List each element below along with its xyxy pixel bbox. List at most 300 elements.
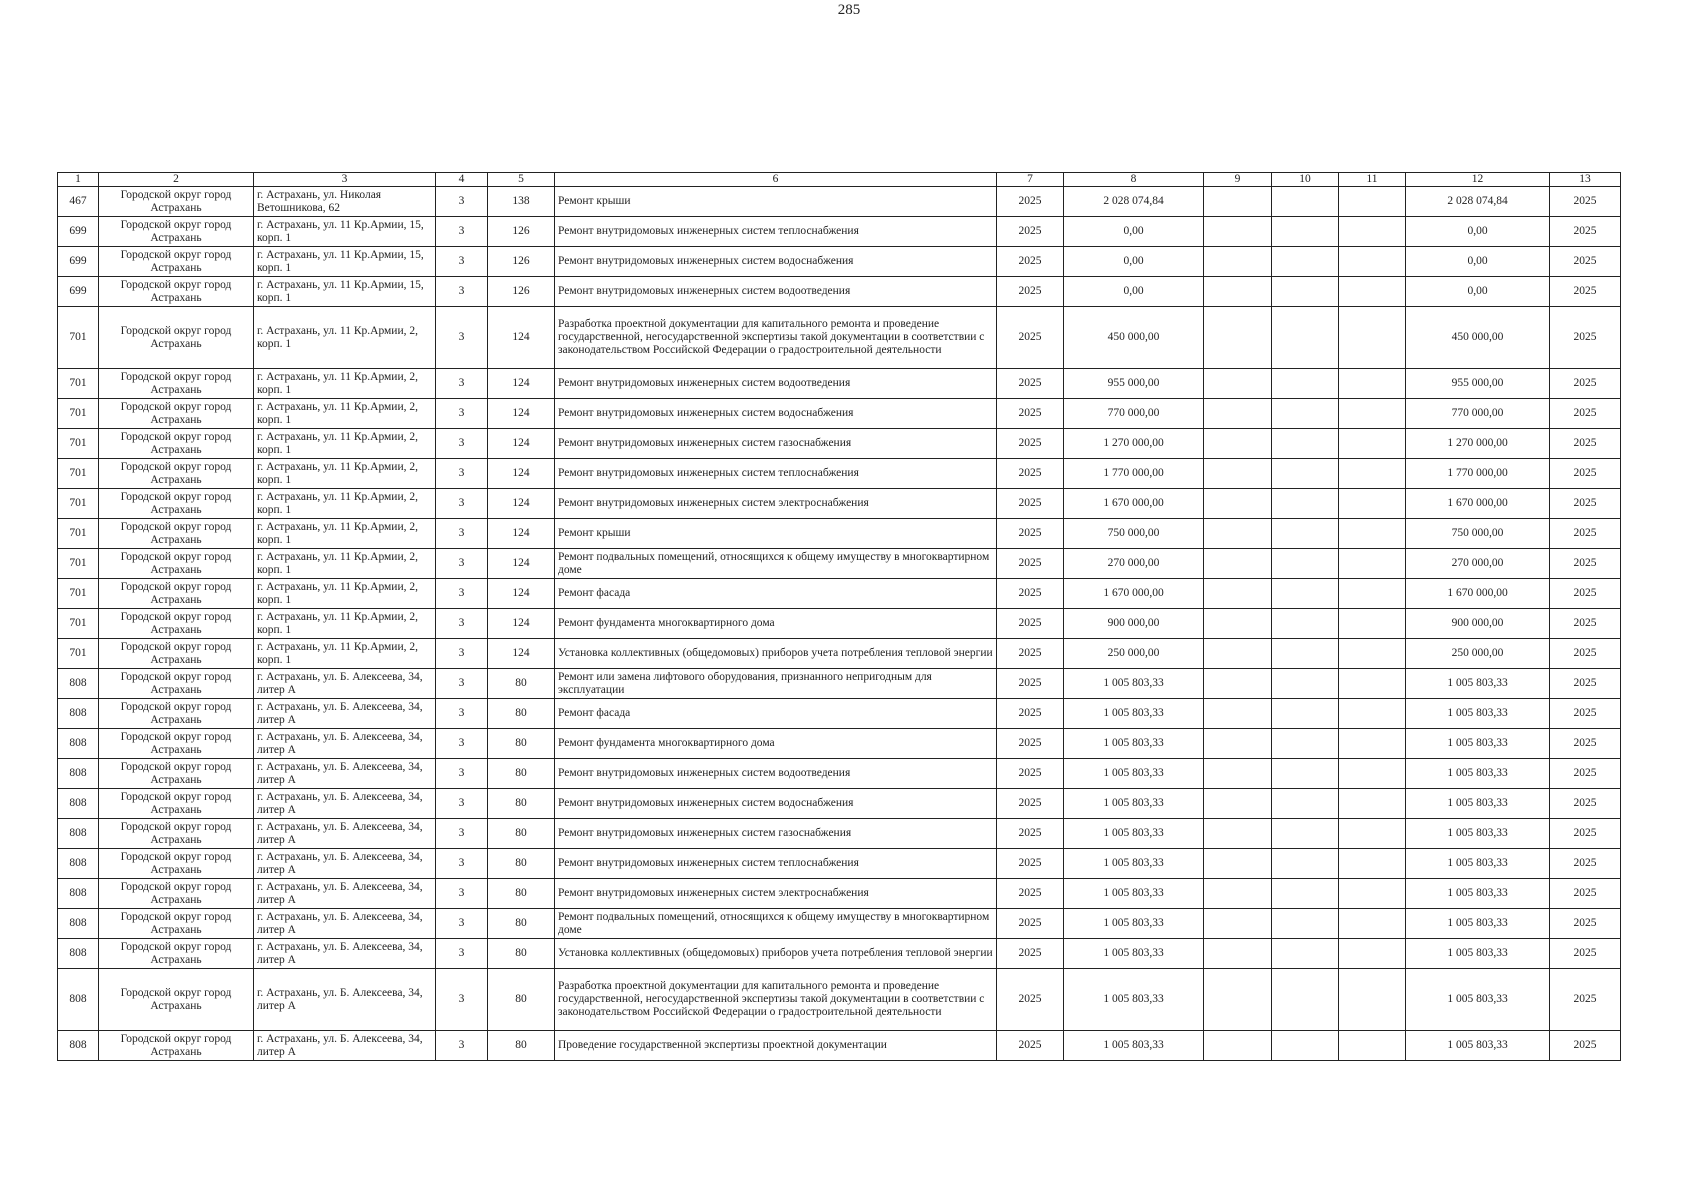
column-11-cell: [1339, 879, 1406, 909]
total-cost-cell: 250 000,00: [1406, 639, 1550, 669]
completion-year-cell: 2025: [1550, 669, 1621, 699]
table-row: [58, 489, 1621, 519]
column-9-cell: [1204, 879, 1272, 909]
work-type-cell: Ремонт крыши: [555, 187, 997, 217]
column-11-cell: [1339, 639, 1406, 669]
category-cell: 3: [436, 909, 488, 939]
column-11-cell: [1339, 849, 1406, 879]
municipality-cell: Городской округ город Астрахань: [99, 969, 254, 1031]
column-10-cell: [1272, 969, 1339, 1031]
year-cell: 2025: [997, 729, 1064, 759]
index-cell: 124: [488, 459, 555, 489]
column-9-cell: [1204, 669, 1272, 699]
total-cost-cell: 1 005 803,33: [1406, 1031, 1550, 1061]
municipality-cell: Городской округ город Астрахань: [99, 519, 254, 549]
table-row: [58, 609, 1621, 639]
cost-cell: 900 000,00: [1064, 609, 1204, 639]
column-9-cell: [1204, 549, 1272, 579]
address-cell: г. Астрахань, ул. Б. Алексеева, 34, литер А: [254, 939, 436, 969]
table-row: [58, 759, 1621, 789]
year-cell: 2025: [997, 639, 1064, 669]
column-11-cell: [1339, 1031, 1406, 1061]
column-11-cell: [1339, 819, 1406, 849]
total-cost-cell: 1 005 803,33: [1406, 759, 1550, 789]
completion-year-cell: 2025: [1550, 909, 1621, 939]
category-cell: 3: [436, 519, 488, 549]
index-cell: 126: [488, 247, 555, 277]
index-cell: 124: [488, 399, 555, 429]
column-10-cell: [1272, 909, 1339, 939]
table-row: [58, 549, 1621, 579]
row-number-cell: 701: [58, 489, 99, 519]
table-row: [58, 307, 1621, 369]
work-type-cell: Ремонт внутридомовых инженерных систем водоснабжения: [555, 399, 997, 429]
work-type-cell: Ремонт внутридомовых инженерных систем теплоснабжения: [555, 849, 997, 879]
cost-cell: 0,00: [1064, 277, 1204, 307]
column-10-cell: [1272, 217, 1339, 247]
column-10-cell: [1272, 1031, 1339, 1061]
column-10-cell: [1272, 369, 1339, 399]
municipality-cell: Городской округ город Астрахань: [99, 1031, 254, 1061]
column-9-cell: [1204, 759, 1272, 789]
row-number-cell: 808: [58, 969, 99, 1031]
column-10-cell: [1272, 639, 1339, 669]
year-cell: 2025: [997, 1031, 1064, 1061]
work-type-cell: Ремонт фасада: [555, 699, 997, 729]
category-cell: 3: [436, 819, 488, 849]
category-cell: 3: [436, 939, 488, 969]
completion-year-cell: 2025: [1550, 217, 1621, 247]
work-type-cell: Ремонт подвальных помещений, относящихся к общему имуществу в многоквартирном доме: [555, 909, 997, 939]
address-cell: г. Астрахань, ул. 11 Кр.Армии, 2, корп. 1: [254, 399, 436, 429]
column-10-cell: [1272, 579, 1339, 609]
column-9-cell: [1204, 429, 1272, 459]
total-cost-cell: 900 000,00: [1406, 609, 1550, 639]
municipality-cell: Городской округ город Астрахань: [99, 307, 254, 369]
column-9-cell: [1204, 187, 1272, 217]
address-cell: г. Астрахань, ул. 11 Кр.Армии, 15, корп. 1: [254, 217, 436, 247]
year-cell: 2025: [997, 609, 1064, 639]
row-number-cell: 701: [58, 307, 99, 369]
column-9-cell: [1204, 729, 1272, 759]
table-row: [58, 879, 1621, 909]
column-11-cell: [1339, 969, 1406, 1031]
column-10-cell: [1272, 399, 1339, 429]
column-11-cell: [1339, 489, 1406, 519]
work-type-cell: Ремонт внутридомовых инженерных систем теплоснабжения: [555, 459, 997, 489]
municipality-cell: Городской округ город Астрахань: [99, 729, 254, 759]
completion-year-cell: 2025: [1550, 549, 1621, 579]
year-cell: 2025: [997, 187, 1064, 217]
completion-year-cell: 2025: [1550, 819, 1621, 849]
total-cost-cell: 1 005 803,33: [1406, 879, 1550, 909]
category-cell: 3: [436, 669, 488, 699]
completion-year-cell: 2025: [1550, 459, 1621, 489]
year-cell: 2025: [997, 217, 1064, 247]
municipality-cell: Городской округ город Астрахань: [99, 399, 254, 429]
row-number-cell: 808: [58, 669, 99, 699]
index-cell: 124: [488, 369, 555, 399]
address-cell: г. Астрахань, ул. 11 Кр.Армии, 2, корп. 1: [254, 639, 436, 669]
cost-cell: 1 005 803,33: [1064, 879, 1204, 909]
cost-cell: 1 005 803,33: [1064, 849, 1204, 879]
row-number-cell: 701: [58, 399, 99, 429]
completion-year-cell: 2025: [1550, 789, 1621, 819]
column-11-cell: [1339, 519, 1406, 549]
row-number-cell: 701: [58, 369, 99, 399]
category-cell: 3: [436, 307, 488, 369]
municipality-cell: Городской округ город Астрахань: [99, 549, 254, 579]
total-cost-cell: 955 000,00: [1406, 369, 1550, 399]
address-cell: г. Астрахань, ул. Б. Алексеева, 34, литер А: [254, 669, 436, 699]
column-11-cell: [1339, 187, 1406, 217]
index-cell: 124: [488, 639, 555, 669]
column-11-cell: [1339, 699, 1406, 729]
column-9-cell: [1204, 489, 1272, 519]
total-cost-cell: 1 005 803,33: [1406, 789, 1550, 819]
total-cost-cell: 0,00: [1406, 217, 1550, 247]
index-cell: 124: [488, 549, 555, 579]
work-type-cell: Ремонт внутридомовых инженерных систем электроснабжения: [555, 879, 997, 909]
index-cell: 124: [488, 489, 555, 519]
column-11-cell: [1339, 217, 1406, 247]
year-cell: 2025: [997, 819, 1064, 849]
cost-cell: 1 005 803,33: [1064, 669, 1204, 699]
cost-cell: 2 028 074,84: [1064, 187, 1204, 217]
completion-year-cell: 2025: [1550, 1031, 1621, 1061]
index-cell: 80: [488, 819, 555, 849]
address-cell: г. Астрахань, ул. 11 Кр.Армии, 2, корп. 1: [254, 579, 436, 609]
completion-year-cell: 2025: [1550, 939, 1621, 969]
row-number-cell: 808: [58, 1031, 99, 1061]
completion-year-cell: 2025: [1550, 519, 1621, 549]
table-row: [58, 729, 1621, 759]
year-cell: 2025: [997, 909, 1064, 939]
row-number-cell: 808: [58, 849, 99, 879]
column-10-cell: [1272, 307, 1339, 369]
address-cell: г. Астрахань, ул. Б. Алексеева, 34, литер А: [254, 909, 436, 939]
work-type-cell: Ремонт внутридомовых инженерных систем теплоснабжения: [555, 217, 997, 247]
work-type-cell: Ремонт внутридомовых инженерных систем водоснабжения: [555, 789, 997, 819]
index-cell: 80: [488, 969, 555, 1031]
column-9-cell: [1204, 639, 1272, 669]
column-9-cell: [1204, 609, 1272, 639]
table-row: [58, 247, 1621, 277]
completion-year-cell: 2025: [1550, 369, 1621, 399]
column-9-cell: [1204, 307, 1272, 369]
completion-year-cell: 2025: [1550, 609, 1621, 639]
address-cell: г. Астрахань, ул. 11 Кр.Армии, 15, корп. 1: [254, 277, 436, 307]
row-number-cell: 701: [58, 609, 99, 639]
cost-cell: 1 270 000,00: [1064, 429, 1204, 459]
category-cell: 3: [436, 399, 488, 429]
address-cell: г. Астрахань, ул. 11 Кр.Армии, 2, корп. 1: [254, 459, 436, 489]
work-type-cell: Ремонт внутридомовых инженерных систем водоотведения: [555, 277, 997, 307]
cost-cell: 1 670 000,00: [1064, 489, 1204, 519]
year-cell: 2025: [997, 399, 1064, 429]
table-row: [58, 369, 1621, 399]
column-9-cell: [1204, 399, 1272, 429]
index-cell: 80: [488, 789, 555, 819]
column-10-cell: [1272, 277, 1339, 307]
category-cell: 3: [436, 969, 488, 1031]
column-header-13: 13: [1550, 173, 1621, 187]
address-cell: г. Астрахань, ул. Б. Алексеева, 34, литер А: [254, 699, 436, 729]
column-header-1: 1: [58, 173, 99, 187]
work-type-cell: Разработка проектной документации для капитального ремонта и проведение государственной, негосударственной экспертизы такой документации в соответствии с законодательством Российской Федерации о градостроительной деятельности: [555, 307, 997, 369]
category-cell: 3: [436, 789, 488, 819]
column-10-cell: [1272, 429, 1339, 459]
index-cell: 124: [488, 307, 555, 369]
column-10-cell: [1272, 729, 1339, 759]
table-row: [58, 187, 1621, 217]
category-cell: 3: [436, 489, 488, 519]
address-cell: г. Астрахань, ул. 11 Кр.Армии, 2, корп. 1: [254, 549, 436, 579]
table-row: [58, 579, 1621, 609]
capital-repair-table-container: [57, 172, 1620, 1061]
municipality-cell: Городской округ город Астрахань: [99, 277, 254, 307]
table-row: [58, 217, 1621, 247]
column-header-12: 12: [1406, 173, 1550, 187]
index-cell: 80: [488, 669, 555, 699]
cost-cell: 1 005 803,33: [1064, 819, 1204, 849]
row-number-cell: 808: [58, 699, 99, 729]
index-cell: 80: [488, 729, 555, 759]
column-11-cell: [1339, 549, 1406, 579]
table-row: [58, 969, 1621, 1031]
completion-year-cell: 2025: [1550, 399, 1621, 429]
category-cell: 3: [436, 247, 488, 277]
address-cell: г. Астрахань, ул. 11 Кр.Армии, 15, корп. 1: [254, 247, 436, 277]
cost-cell: 0,00: [1064, 217, 1204, 247]
column-9-cell: [1204, 819, 1272, 849]
municipality-cell: Городской округ город Астрахань: [99, 609, 254, 639]
column-9-cell: [1204, 1031, 1272, 1061]
index-cell: 80: [488, 699, 555, 729]
year-cell: 2025: [997, 789, 1064, 819]
address-cell: г. Астрахань, ул. 11 Кр.Армии, 2, корп. 1: [254, 519, 436, 549]
municipality-cell: Городской округ город Астрахань: [99, 369, 254, 399]
column-11-cell: [1339, 789, 1406, 819]
address-cell: г. Астрахань, ул. 11 Кр.Армии, 2, корп. 1: [254, 429, 436, 459]
municipality-cell: Городской округ город Астрахань: [99, 247, 254, 277]
municipality-cell: Городской округ город Астрахань: [99, 759, 254, 789]
completion-year-cell: 2025: [1550, 639, 1621, 669]
municipality-cell: Городской округ город Астрахань: [99, 217, 254, 247]
work-type-cell: Ремонт внутридомовых инженерных систем водоотведения: [555, 759, 997, 789]
total-cost-cell: 1 005 803,33: [1406, 699, 1550, 729]
index-cell: 80: [488, 849, 555, 879]
year-cell: 2025: [997, 669, 1064, 699]
column-11-cell: [1339, 369, 1406, 399]
total-cost-cell: 1 005 803,33: [1406, 729, 1550, 759]
row-number-cell: 699: [58, 217, 99, 247]
column-10-cell: [1272, 939, 1339, 969]
total-cost-cell: 270 000,00: [1406, 549, 1550, 579]
column-10-cell: [1272, 699, 1339, 729]
index-cell: 124: [488, 519, 555, 549]
work-type-cell: Установка коллективных (общедомовых) приборов учета потребления тепловой энергии: [555, 939, 997, 969]
table-row: [58, 429, 1621, 459]
year-cell: 2025: [997, 879, 1064, 909]
category-cell: 3: [436, 1031, 488, 1061]
work-type-cell: Ремонт внутридомовых инженерных систем газоснабжения: [555, 429, 997, 459]
column-header-2: 2: [99, 173, 254, 187]
work-type-cell: Ремонт или замена лифтового оборудования, признанного непригодным для эксплуатации: [555, 669, 997, 699]
column-11-cell: [1339, 939, 1406, 969]
address-cell: г. Астрахань, ул. Б. Алексеева, 34, литер А: [254, 849, 436, 879]
total-cost-cell: 1 005 803,33: [1406, 969, 1550, 1031]
completion-year-cell: 2025: [1550, 277, 1621, 307]
column-10-cell: [1272, 819, 1339, 849]
column-header-11: 11: [1339, 173, 1406, 187]
index-cell: 124: [488, 579, 555, 609]
total-cost-cell: 1 670 000,00: [1406, 489, 1550, 519]
table-row: [58, 849, 1621, 879]
row-number-cell: 808: [58, 909, 99, 939]
column-11-cell: [1339, 579, 1406, 609]
category-cell: 3: [436, 639, 488, 669]
column-9-cell: [1204, 849, 1272, 879]
completion-year-cell: 2025: [1550, 729, 1621, 759]
municipality-cell: Городской округ город Астрахань: [99, 939, 254, 969]
column-11-cell: [1339, 609, 1406, 639]
column-9-cell: [1204, 969, 1272, 1031]
category-cell: 3: [436, 187, 488, 217]
table-row: [58, 939, 1621, 969]
cost-cell: 750 000,00: [1064, 519, 1204, 549]
municipality-cell: Городской округ город Астрахань: [99, 429, 254, 459]
year-cell: 2025: [997, 579, 1064, 609]
year-cell: 2025: [997, 369, 1064, 399]
column-10-cell: [1272, 549, 1339, 579]
cost-cell: 1 005 803,33: [1064, 939, 1204, 969]
row-number-cell: 701: [58, 519, 99, 549]
work-type-cell: Ремонт подвальных помещений, относящихся к общему имуществу в многоквартирном доме: [555, 549, 997, 579]
total-cost-cell: 750 000,00: [1406, 519, 1550, 549]
work-type-cell: Ремонт внутридомовых инженерных систем газоснабжения: [555, 819, 997, 849]
index-cell: 80: [488, 939, 555, 969]
column-11-cell: [1339, 759, 1406, 789]
address-cell: г. Астрахань, ул. 11 Кр.Армии, 2, корп. 1: [254, 609, 436, 639]
cost-cell: 450 000,00: [1064, 307, 1204, 369]
municipality-cell: Городской округ город Астрахань: [99, 819, 254, 849]
completion-year-cell: 2025: [1550, 247, 1621, 277]
municipality-cell: Городской округ город Астрахань: [99, 489, 254, 519]
completion-year-cell: 2025: [1550, 969, 1621, 1031]
cost-cell: 955 000,00: [1064, 369, 1204, 399]
cost-cell: 270 000,00: [1064, 549, 1204, 579]
column-9-cell: [1204, 699, 1272, 729]
work-type-cell: Ремонт внутридомовых инженерных систем водоотведения: [555, 369, 997, 399]
total-cost-cell: 1 005 803,33: [1406, 849, 1550, 879]
cost-cell: 250 000,00: [1064, 639, 1204, 669]
column-10-cell: [1272, 759, 1339, 789]
table-row: [58, 699, 1621, 729]
column-9-cell: [1204, 217, 1272, 247]
table-row: [58, 1031, 1621, 1061]
column-header-9: 9: [1204, 173, 1272, 187]
total-cost-cell: 1 005 803,33: [1406, 819, 1550, 849]
category-cell: 3: [436, 369, 488, 399]
year-cell: 2025: [997, 459, 1064, 489]
work-type-cell: Ремонт фасада: [555, 579, 997, 609]
column-header-7: 7: [997, 173, 1064, 187]
completion-year-cell: 2025: [1550, 849, 1621, 879]
category-cell: 3: [436, 699, 488, 729]
total-cost-cell: 1 005 803,33: [1406, 669, 1550, 699]
table-row: [58, 277, 1621, 307]
index-cell: 126: [488, 217, 555, 247]
address-cell: г. Астрахань, ул. Б. Алексеева, 34, литер А: [254, 759, 436, 789]
total-cost-cell: 1 670 000,00: [1406, 579, 1550, 609]
work-type-cell: Разработка проектной документации для капитального ремонта и проведение государственной, негосударственной экспертизы такой документации в соответствии с законодательством Российской Федерации о градостроительной деятельности: [555, 969, 997, 1031]
row-number-cell: 701: [58, 549, 99, 579]
address-cell: г. Астрахань, ул. Б. Алексеева, 34, литер А: [254, 879, 436, 909]
row-number-cell: 699: [58, 247, 99, 277]
municipality-cell: Городской округ город Астрахань: [99, 789, 254, 819]
column-10-cell: [1272, 849, 1339, 879]
column-10-cell: [1272, 247, 1339, 277]
year-cell: 2025: [997, 699, 1064, 729]
row-number-cell: 701: [58, 639, 99, 669]
address-cell: г. Астрахань, ул. Б. Алексеева, 34, литер А: [254, 969, 436, 1031]
total-cost-cell: 1 005 803,33: [1406, 909, 1550, 939]
address-cell: г. Астрахань, ул. 11 Кр.Армии, 2, корп. 1: [254, 369, 436, 399]
column-9-cell: [1204, 789, 1272, 819]
municipality-cell: Городской округ город Астрахань: [99, 669, 254, 699]
work-type-cell: Проведение государственной экспертизы проектной документации: [555, 1031, 997, 1061]
index-cell: 124: [488, 429, 555, 459]
column-10-cell: [1272, 879, 1339, 909]
year-cell: 2025: [997, 759, 1064, 789]
column-10-cell: [1272, 187, 1339, 217]
year-cell: 2025: [997, 849, 1064, 879]
category-cell: 3: [436, 549, 488, 579]
cost-cell: 1 670 000,00: [1064, 579, 1204, 609]
year-cell: 2025: [997, 489, 1064, 519]
category-cell: 3: [436, 429, 488, 459]
municipality-cell: Городской округ город Астрахань: [99, 849, 254, 879]
municipality-cell: Городской округ город Астрахань: [99, 879, 254, 909]
column-11-cell: [1339, 729, 1406, 759]
municipality-cell: Городской округ город Астрахань: [99, 187, 254, 217]
address-cell: г. Астрахань, ул. Б. Алексеева, 34, литер А: [254, 729, 436, 759]
column-11-cell: [1339, 277, 1406, 307]
table-row: [58, 519, 1621, 549]
column-10-cell: [1272, 609, 1339, 639]
column-11-cell: [1339, 307, 1406, 369]
table-row: [58, 459, 1621, 489]
cost-cell: 770 000,00: [1064, 399, 1204, 429]
category-cell: 3: [436, 277, 488, 307]
column-11-cell: [1339, 399, 1406, 429]
address-cell: г. Астрахань, ул. 11 Кр.Армии, 2, корп. 1: [254, 307, 436, 369]
category-cell: 3: [436, 729, 488, 759]
table-row: [58, 909, 1621, 939]
column-10-cell: [1272, 669, 1339, 699]
cost-cell: 1 005 803,33: [1064, 699, 1204, 729]
column-header-10: 10: [1272, 173, 1339, 187]
row-number-cell: 701: [58, 429, 99, 459]
total-cost-cell: 450 000,00: [1406, 307, 1550, 369]
total-cost-cell: 0,00: [1406, 277, 1550, 307]
total-cost-cell: 770 000,00: [1406, 399, 1550, 429]
index-cell: 138: [488, 187, 555, 217]
category-cell: 3: [436, 217, 488, 247]
table-row: [58, 819, 1621, 849]
row-number-cell: 808: [58, 819, 99, 849]
